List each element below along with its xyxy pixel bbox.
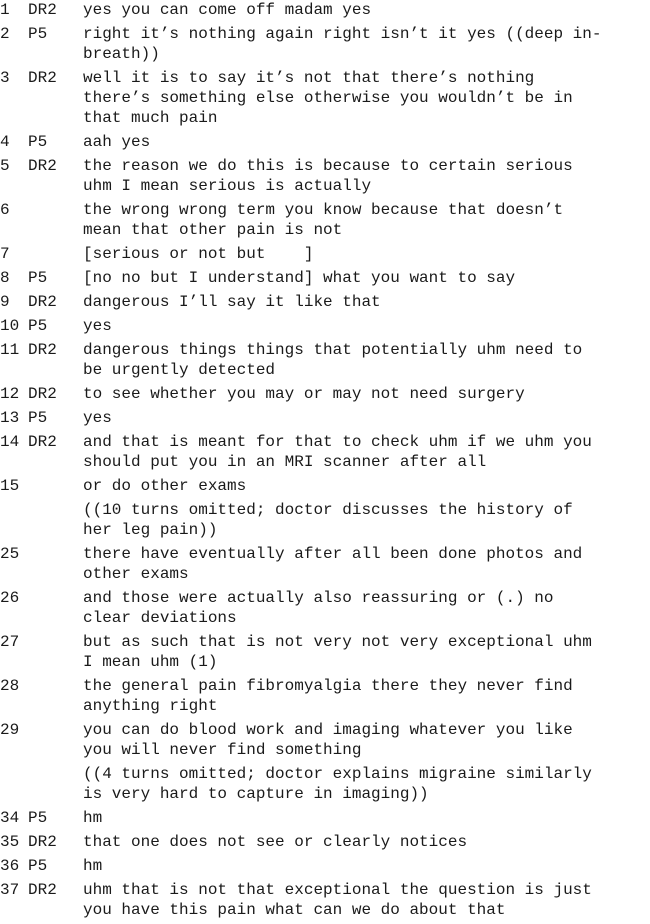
utterance-text: and those were actually also reassuring or (.) no clear deviations [83, 589, 554, 627]
speaker-label: DR2 [28, 1, 57, 19]
utterance-text: there have eventually after all been done photos and other exams [83, 545, 583, 583]
utterance-text: dangerous I’ll say it like that [83, 293, 381, 311]
line-number: 14 [0, 433, 20, 451]
speaker-label: P5 [28, 133, 48, 151]
transcript-line [0, 676, 650, 716]
utterance-text: yes [83, 409, 112, 427]
line-number: 13 [0, 409, 20, 427]
utterance-text: aah yes [83, 133, 151, 151]
speaker-label: P5 [28, 317, 48, 335]
line-number: 5 [0, 157, 10, 175]
speaker-label: DR2 [28, 833, 57, 851]
transcript-line [0, 476, 650, 496]
transcript-line [0, 832, 650, 852]
utterance-text: you can do blood work and imaging whatever you like you will never find something [83, 721, 573, 759]
speaker-label: P5 [28, 269, 48, 287]
speaker-label: P5 [28, 25, 48, 43]
transcript-line [0, 544, 650, 584]
transcript-line [0, 24, 650, 64]
utterance-text: and that is meant for that to check uhm if we uhm you should put you in an MRI scanner after all [83, 433, 592, 471]
line-number: 8 [0, 269, 10, 287]
transcript-line [0, 156, 650, 196]
line-number: 3 [0, 69, 10, 87]
transcript-line [0, 200, 650, 240]
utterance-text: ((10 turns omitted; doctor discusses the history of her leg pain)) [83, 501, 573, 539]
line-number: 9 [0, 293, 10, 311]
line-number: 37 [0, 881, 20, 899]
utterance-text: dangerous things things that potentially uhm need to be urgently detected [83, 341, 583, 379]
line-number: 26 [0, 589, 20, 607]
transcript-line [0, 856, 650, 876]
utterance-text: well it is to say it’s not that there’s nothing there’s something else otherwise you wouldn’t be in that much pain [83, 69, 573, 127]
transcript-line [0, 316, 650, 336]
transcript-line [0, 500, 650, 540]
transcript-line [0, 244, 650, 264]
transcript-line [0, 880, 650, 920]
line-number: 29 [0, 721, 20, 739]
utterance-text: hm [83, 809, 103, 827]
utterance-text: hm [83, 857, 103, 875]
line-number: 11 [0, 341, 20, 359]
utterance-text: uhm that is not that exceptional the question is just you have this pain what can we do about that [83, 881, 592, 919]
transcript-line [0, 720, 650, 760]
utterance-text: that one does not see or clearly notices [83, 833, 468, 851]
utterance-text: yes you can come off madam yes [83, 1, 372, 19]
transcript-line [0, 268, 650, 288]
transcript-line [0, 588, 650, 628]
transcript-line [0, 0, 650, 20]
line-number: 12 [0, 385, 20, 403]
line-number: 1 [0, 1, 10, 19]
line-number: 15 [0, 477, 20, 495]
speaker-label: P5 [28, 809, 48, 827]
line-number: 4 [0, 133, 10, 151]
utterance-text: yes [83, 317, 112, 335]
speaker-label: DR2 [28, 157, 57, 175]
utterance-text: [no no but I understand] what you want to say [83, 269, 516, 287]
speaker-label: DR2 [28, 293, 57, 311]
transcript-line [0, 764, 650, 804]
speaker-label: DR2 [28, 341, 57, 359]
line-number: 35 [0, 833, 20, 851]
line-number: 2 [0, 25, 10, 43]
line-number: 27 [0, 633, 20, 651]
speaker-label: P5 [28, 409, 48, 427]
line-number: 28 [0, 677, 20, 695]
speaker-label: DR2 [28, 385, 57, 403]
transcript-line [0, 408, 650, 428]
utterance-text: to see whether you may or may not need surgery [83, 385, 525, 403]
utterance-text: the general pain fibromyalgia there they never find anything right [83, 677, 573, 715]
speaker-label: P5 [28, 857, 48, 875]
transcript-line [0, 432, 650, 472]
transcript-line [0, 292, 650, 312]
transcript-line [0, 132, 650, 152]
transcript-line [0, 340, 650, 380]
utterance-text: the wrong wrong term you know because that doesn’t mean that other pain is not [83, 201, 564, 239]
line-number: 34 [0, 809, 20, 827]
line-number: 25 [0, 545, 20, 563]
line-number: 7 [0, 245, 10, 263]
transcript-line [0, 384, 650, 404]
speaker-label: DR2 [28, 433, 57, 451]
utterance-text: [serious or not but ] [83, 245, 314, 263]
utterance-text: right it’s nothing again right isn’t it yes ((deep in- breath)) [83, 25, 602, 63]
transcript-line [0, 632, 650, 672]
speaker-label: DR2 [28, 69, 57, 87]
line-number: 6 [0, 201, 10, 219]
transcript-line [0, 808, 650, 828]
line-number: 10 [0, 317, 20, 335]
utterance-text: but as such that is not very not very exceptional uhm I mean uhm (1) [83, 633, 592, 671]
utterance-text: the reason we do this is because to certain serious uhm I mean serious is actually [83, 157, 573, 195]
line-number: 36 [0, 857, 20, 875]
transcript-line [0, 68, 650, 128]
utterance-text: ((4 turns omitted; doctor explains migraine similarly is very hard to capture in imaging)) [83, 765, 592, 803]
speaker-label: DR2 [28, 881, 57, 899]
utterance-text: or do other exams [83, 477, 247, 495]
